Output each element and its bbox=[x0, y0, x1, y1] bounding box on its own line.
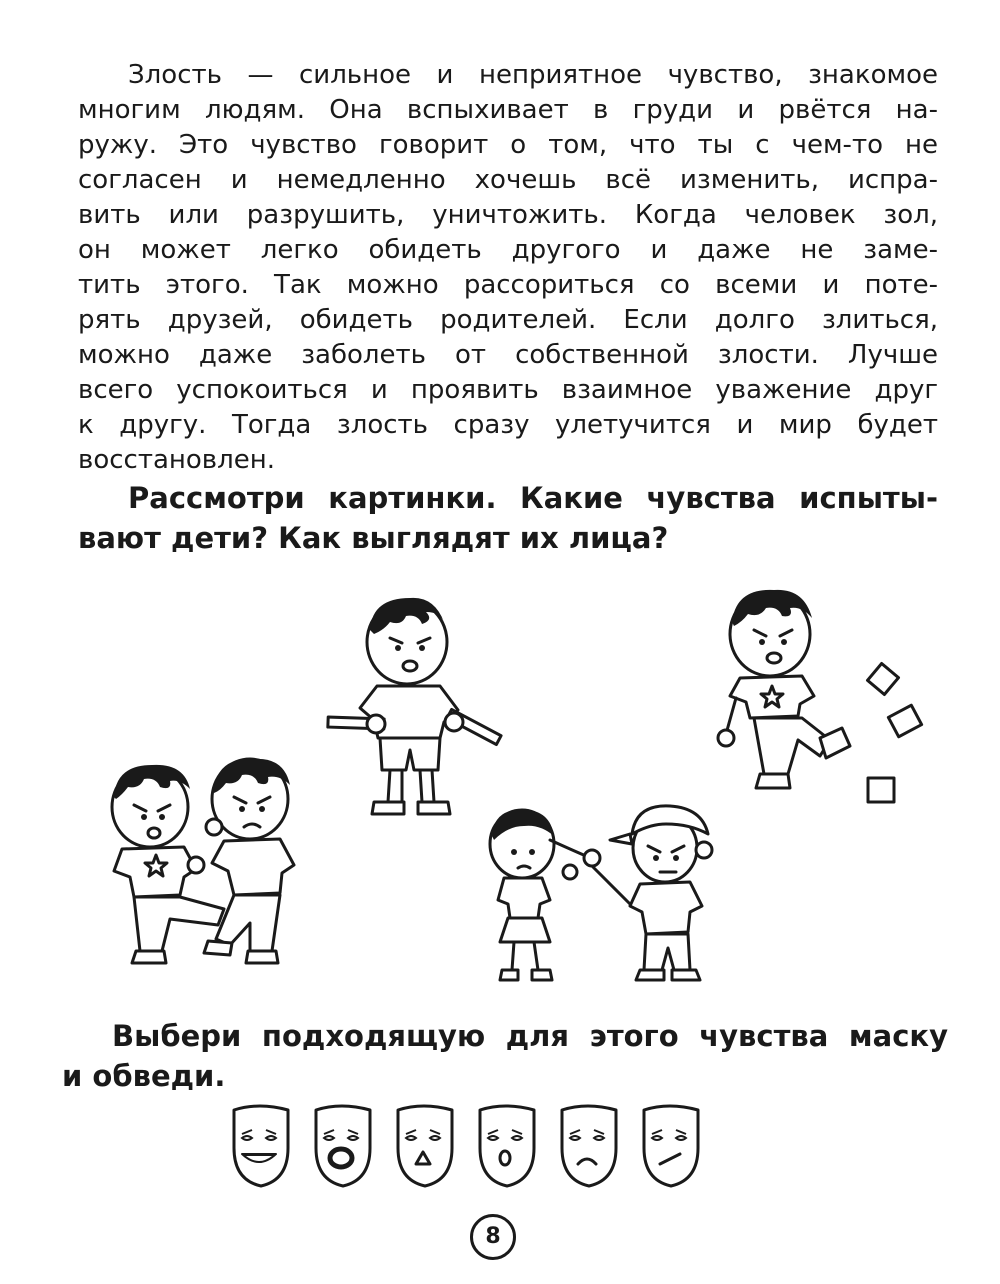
task-choose-mask bbox=[62, 1016, 948, 1096]
paragraph-line: к другу. Тогда злость сразу улетучится и мир будет bbox=[78, 410, 938, 440]
paragraph-line: многим людям. Она вспыхивает в груди и рвётся на- bbox=[78, 95, 938, 125]
paragraph-line: всего успокоиться и проявить взаимное уважение друг bbox=[78, 375, 938, 405]
mask-happy[interactable] bbox=[234, 1106, 288, 1186]
mask-shouting[interactable] bbox=[316, 1106, 370, 1186]
masks-row bbox=[226, 1100, 712, 1188]
mask-surprised[interactable] bbox=[398, 1106, 452, 1186]
paragraph-line: ружу. Это чувство говорит о том, что ты с чем-то не bbox=[78, 130, 938, 160]
task-line: Выбери подходящую для этого чувства маску bbox=[112, 1019, 948, 1053]
paragraph-line: согласен и немедленно хочешь всё изменить, испра- bbox=[78, 165, 938, 195]
paragraph-line: он может легко обидеть другого и даже не заме- bbox=[78, 235, 938, 265]
paragraph-line: Злость — сильное и неприятное чувство, знакомое bbox=[128, 60, 938, 90]
boy-pulling-braid-illustration bbox=[480, 790, 730, 990]
mask-shocked[interactable] bbox=[480, 1106, 534, 1186]
page-number: 8 bbox=[470, 1214, 516, 1260]
intro-paragraph bbox=[78, 58, 938, 478]
paragraph-line: вить или разрушить, уничтожить. Когда человек зол, bbox=[78, 200, 938, 230]
paragraph-line: восстановлен. bbox=[78, 445, 276, 475]
boys-fighting-illustration bbox=[100, 745, 310, 975]
mask-doubtful[interactable] bbox=[644, 1106, 698, 1186]
task-line: Рассмотри картинки. Какие чувства испыты- bbox=[128, 481, 938, 515]
task-line: и обведи. bbox=[62, 1059, 226, 1093]
mask-sad[interactable] bbox=[562, 1106, 616, 1186]
paragraph-line: можно даже заболеть от собственной злости. Лучше bbox=[78, 340, 938, 370]
task-line: вают дети? Как выглядят их лица? bbox=[78, 521, 669, 555]
task-look-at-pictures bbox=[78, 478, 938, 558]
boy-kicking-blocks-illustration bbox=[710, 578, 940, 808]
paragraph-line: рять друзей, обидеть родителей. Если долго злиться, bbox=[78, 305, 938, 335]
paragraph-line: тить этого. Так можно рассориться со всеми и поте- bbox=[78, 270, 938, 300]
